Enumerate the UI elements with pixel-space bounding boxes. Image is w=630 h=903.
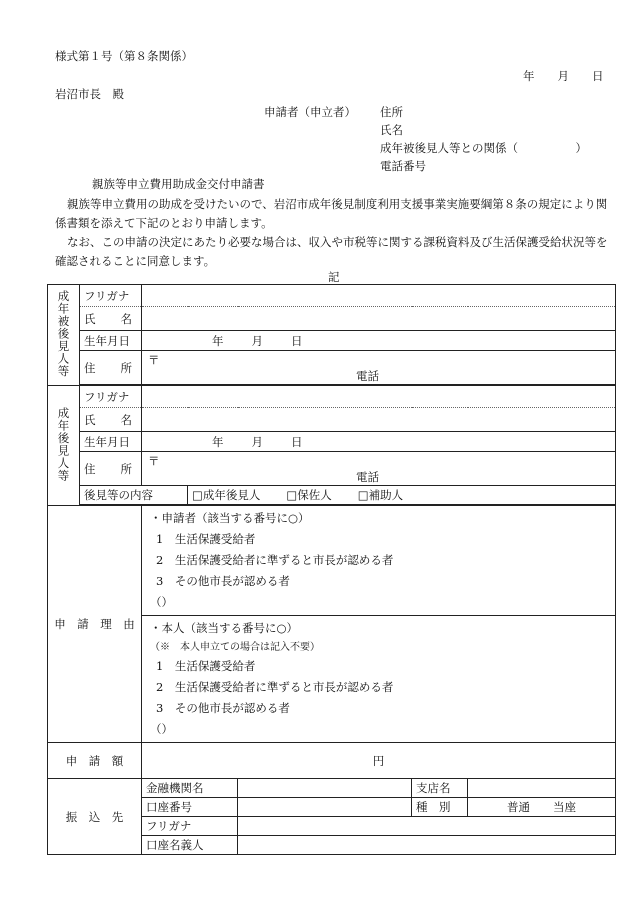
guardian-phone-label: 電話 xyxy=(356,470,379,484)
form-number: 様式第１号（第８条関係） xyxy=(55,49,193,63)
amount-label: 申 請 額 xyxy=(48,743,142,779)
reason-self-header: ・本人（該当する番号に○） xyxy=(150,621,299,635)
ward-name-label: 氏 名 xyxy=(80,307,142,331)
date-line: 年 月 日 xyxy=(523,69,604,83)
guardian-furigana-field[interactable] xyxy=(142,386,616,408)
guardian-birth-field[interactable]: 年 月 日 xyxy=(142,432,616,452)
guardian-name-label: 氏 名 xyxy=(80,408,142,432)
applicant-address-label: 住所 xyxy=(380,105,403,119)
guardian-side-label: 成年後見人等 xyxy=(48,386,80,506)
reason-self-other-field[interactable]: （） xyxy=(150,722,173,736)
account-holder-field[interactable] xyxy=(238,836,616,855)
guardian-postal-mark: 〒 xyxy=(148,454,160,468)
ward-address-label: 住 所 xyxy=(80,351,142,385)
holder-furigana-field[interactable] xyxy=(238,817,616,836)
ward-furigana-label: フリガナ xyxy=(80,285,142,307)
amount-unit: 円 xyxy=(372,753,385,768)
guardian-birth-label: 生年月日 xyxy=(80,432,142,452)
ward-furigana-field[interactable] xyxy=(142,285,616,307)
application-table xyxy=(47,284,616,855)
guardian-name-field[interactable] xyxy=(142,408,616,432)
ward-postal-mark: 〒 xyxy=(148,353,160,367)
option-seinen-koukennin[interactable]: □成年後見人 xyxy=(192,488,261,502)
guardian-furigana-label: フリガナ xyxy=(80,386,142,408)
guardian-address-label: 住 所 xyxy=(80,452,142,486)
ward-birth-field[interactable]: 年 月 日 xyxy=(142,331,616,351)
account-number-field[interactable] xyxy=(238,798,412,817)
holder-furigana-label: フリガナ xyxy=(142,817,238,836)
reason-applicant-section xyxy=(142,506,616,616)
addressee: 岩沼市長 殿 xyxy=(55,87,124,101)
reason-other-field[interactable]: （） xyxy=(150,595,173,609)
bank-name-field[interactable] xyxy=(238,779,412,798)
option-hojonin[interactable]: □補助人 xyxy=(357,488,404,502)
reason-self-item-3[interactable]: 3 その他市長が認める者 xyxy=(156,701,290,715)
body-paragraph-2: なお、この申請の決定にあたり必要な場合は、収入や市税等に関する課税資料及び生活保護受給状況等を確認されることに同意します。 xyxy=(55,235,608,268)
ward-birth-label: 生年月日 xyxy=(80,331,142,351)
branch-name-label: 支店名 xyxy=(412,779,468,798)
account-type-label: 種 別 xyxy=(412,798,468,817)
ward-name-field[interactable] xyxy=(142,307,616,331)
body-paragraph-1: 親族等申立費用の助成を受けたいので、岩沼市成年後見制度利用支援事業実施要綱第８条の規定により関係書類を添えて下記のとおり申請します。 xyxy=(55,197,608,230)
reason-item-2[interactable]: 2 生活保護受給者に準ずると市長が認める者 xyxy=(156,553,394,567)
reason-applicant-header: ・申請者（該当する番号に○） xyxy=(150,511,310,525)
ward-side-label: 成年被後見人等 xyxy=(48,285,80,386)
transfer-label: 振 込 先 xyxy=(48,779,142,855)
guardian-type-options xyxy=(188,486,616,505)
applicant-phone-label: 電話番号 xyxy=(380,159,426,173)
amount-field[interactable] xyxy=(142,743,616,779)
reason-label: 申 請 理 由 xyxy=(48,506,142,743)
bank-name-label: 金融機関名 xyxy=(142,779,238,798)
reason-self-section xyxy=(142,616,616,743)
account-holder-label: 口座名義人 xyxy=(142,836,238,855)
ki-mark: 記 xyxy=(328,270,340,284)
reason-item-1[interactable]: 1 生活保護受給者 xyxy=(156,532,256,546)
account-number-label: 口座番号 xyxy=(142,798,238,817)
reason-self-item-1[interactable]: 1 生活保護受給者 xyxy=(156,659,256,673)
guardian-type-label: 後見等の内容 xyxy=(80,486,188,505)
ward-address-field[interactable] xyxy=(142,351,616,385)
document-title: 親族等申立費用助成金交付申請書 xyxy=(92,177,265,191)
applicant-label: 申請者（申立者） xyxy=(264,105,356,119)
applicant-name-label: 氏名 xyxy=(380,123,403,137)
guardian-address-field[interactable] xyxy=(142,452,616,486)
reason-self-item-2[interactable]: 2 生活保護受給者に準ずると市長が認める者 xyxy=(156,680,394,694)
reason-self-note: （※ 本人申立ての場合は記入不要） xyxy=(150,642,320,653)
branch-name-field[interactable] xyxy=(468,779,616,798)
ward-phone-label: 電話 xyxy=(356,369,379,383)
reason-item-3[interactable]: 3 その他市長が認める者 xyxy=(156,574,290,588)
option-hosanin[interactable]: □保佐人 xyxy=(286,488,332,502)
account-type-options[interactable]: 普通 当座 xyxy=(468,798,616,817)
applicant-relation-label: 成年被後見人等との関係（ ） xyxy=(380,141,587,155)
